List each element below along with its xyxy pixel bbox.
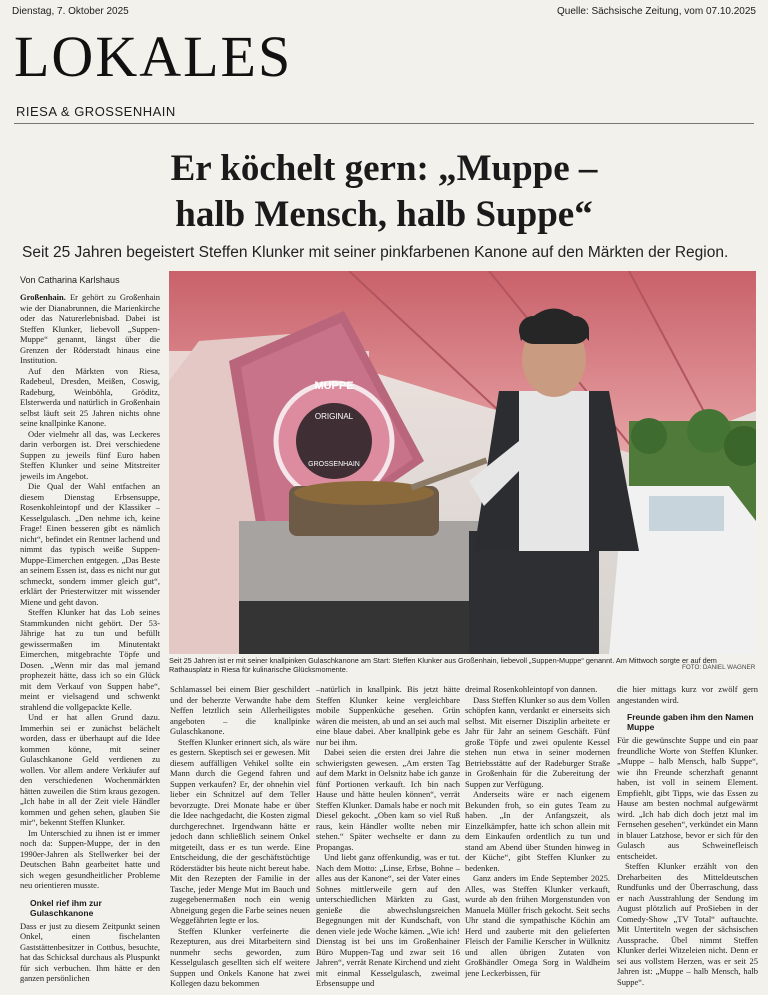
paragraph: Steffen Klunker hat das Lob seines Stammkunden nicht gehört. Der 53-Jährige hat zu tun und befüllt gewissermaßen im Minutentakt Eimerchen, mitgebrachte Töpfe und Dosen. „Wenn mir das mal jemand prophezeit hätte, dass ich so ein Glück mit dem Verkauf von Suppen habe“, meint er vielsagend und schwenkt strahlend die vollgepackte Kelle. — [20, 607, 160, 712]
source-note: Quelle: Sächsische Zeitung, vom 07.10.2025 — [556, 6, 756, 17]
paragraph: Steffen Klunker erinnert sich, als wäre es gestern. Skeptisch sei er gewesen. Mit diesem auffälligen Vehikel sollte ein Mann durch die Gegend fahren und Suppen verkaufen? Er, der ohnehin viel lieber ein Schnitzel auf dem Teller bevorzugte. Drei Monate habe er über die Idee nachgedacht, die Kosten zigmal durchgerechnet. Irgendwann hätte er jedoch dann schließlich seinem Onkel mitgeteilt, dass er es tun werde. Eine Entscheidung, die der geschäftstüchtige Röderstädter bis heute nicht bereut habe. Mit den Rezepten der Familie in der Tasche, jeder Menge Mut im Bauch und zugegebenermaßen noch ein wenig Abneigung gegen die Farbe seines neuen Weggefährten legte er los. — [170, 736, 310, 925]
paragraph: Anderseits wäre er nach eigenem Bekunden froh, so ein gutes Team zu haben. „In der Anfangszeit, als Einzelkämpfer, hatte ich schon allein mit dem Einkaufen ordentlich zu tun und stand am Abend über Stunden hinweg in der Küche“, gibt Steffen Klunker zu bedenken. — [465, 789, 610, 873]
paragraph: Dass Steffen Klunker so aus dem Vollen schöpfen kann, verdankt er einerseits sich selbst. Mit eiserner Disziplin arbeitete er Jahr für Jahr an seinem Geschäft. Fünf große Töpfe und zwei opulente Kessel stehen nun etwa in seiner modernen Betriebsstätte auf der Radeburger Straße in Großenhain für die Zubereitung der Suppen zur Verfügung. — [465, 694, 610, 789]
region-title: RIESA & GROSSENHAIN — [16, 104, 176, 119]
paragraph: Dass er just zu diesem Zeitpunkt seinen Onkel, einen fischelanten Gaststättenbesitzer in Cottbus, besuchte, hat das Schicksal durchaus als Pluspunkt für sich verbuchen. Ihm hätte er den ganzen persönlichen — [20, 920, 160, 983]
photo-illustration — [169, 271, 756, 654]
subheadline: Seit 25 Jahren begeistert Steffen Klunker mit seiner pinkfarbenen Kanone auf den Märkten der Region. — [22, 244, 729, 261]
section-title: LOKALES — [14, 24, 293, 89]
dateline: Großenhain. — [20, 292, 66, 302]
paragraph: die hier mittags kurz vor zwölf gern angestanden wird. — [617, 684, 758, 705]
header-divider — [14, 123, 754, 124]
column-1 — [20, 292, 160, 992]
top-line — [12, 6, 756, 20]
paragraph: Oder vielmehr all das, was Leckeres darin verborgen ist. Drei verschiedene Suppen zu jeweils fünf Euro haben Steffen Klunker und seine Mitstreiter jeweils im Angebot. — [20, 428, 160, 481]
logo-text-city: GROSSENHAIN — [308, 461, 360, 468]
subheading: Freunde gaben ihm den Namen Muppe — [627, 712, 754, 732]
column-5 — [617, 684, 758, 992]
logo-text-mid: ORIGINAL — [314, 412, 354, 421]
subheading: Onkel rief ihm zur Gulaschkanone — [30, 897, 102, 918]
column-4 — [465, 684, 610, 992]
paragraph: Steffen Klunker erzählt von den Dreharbeiten des Mitteldeutschen Rundfunks und der Überraschung, dass er nach Ausstrahlung der Sendung im August plötzlich auf ProSieben in der Comedy-Show „TV Total“ auftauchte. Mit Untertiteln wegen der sächsischen Aussprache. Übel nimmt Steffen Klunker derlei Witzeleien nicht. Denn er sei aus vollstem Herzen, was er seit 25 Jahren ist: „Muppe – halb Mensch, halb Suppe“. — [617, 861, 758, 987]
paragraph: Und liebt ganz offenkundig, was er tut. Nach dem Motto: „Linse, Erbse, Bohne – alles aus der Kanone“, sei der Vater eines Sohnes mittlerweile gern auf den unterschiedlichen Märkten zu Gast, genieße die abwechslungsreichen Begegnungen mit der Kundschaft, von denen viele jede Woche kämen. „Wie ich! Dienstag ist bei uns im Großenhainer Büro Muppen-Tag und zwar seit 16 Jahren“, verrät Renate Kirchend und zieht mit einmal Kesselgulasch, zweimal Erbsensuppe und — [316, 852, 460, 988]
paragraph-text: Er gehört zu Großenhain wie der Dianabrunnen, die Marienkirche oder das Naturerlebnisbad. Dabei ist Steffen Klunker, liebevoll „Suppen-Muppe“ genannt, längst über die Grenzen der Röderstadt hinaus eine Institution. — [20, 292, 160, 365]
photo-credit: FOTO: DANIEL WAGNER — [682, 664, 756, 671]
paragraph: Dabei seien die ersten drei Jahre die schwierigsten gewesen. „Am ersten Tag auf dem Markt in Oelsnitz habe ich ganze fünf Portionen verkauft. Ich bin nach Hause und hätte heulen können“, verrät Steffen Klunker. Damals habe er noch mit Diesel gekocht. „Oben kam so viel Ruß raus, kein Händler wollte neben mir stehen.“ Später wechselte er dann zu Propangas. — [316, 747, 460, 852]
photo-caption: Seit 25 Jahren ist er mit seiner knallpinken Gulaschkanone am Start: Steffen Klunker aus Großenhain, liebevoll „Suppen-Muppe“ genannt. Am Mittwoch sorgte er auf dem Rathausplatz in Riesa für kulinarische Glücksmomente. — [169, 656, 717, 674]
paragraph: Für die gewünschte Suppe und ein paar freundliche Worte von Steffen Klunker. „Muppe – halb Mensch, halb Suppe“, wie ihn Freunde scherzhaft genannt haben, ist voll in seinem Element. Empfiehlt, gibt Tipps, wie das Essen zu Hause am besten nochmal aufgewärmt wird. „Ich hab dich doch jetzt mal im Fernsehen gesehen“, verkündet ein Mann in blauer Latzhose, bevor er sich für den Gulasch aus Schweinefleisch entscheidet. — [617, 735, 758, 861]
paragraph: Schlamassel bei einem Bier geschildert und der beherzte Verwandte habe dem Neffen letztlich sein Allerheiligstes angeboten – die knallpinke Gulaschkanone. — [170, 684, 310, 736]
paragraph: Steffen Klunker verfeinerte die Rezepturen, aus drei Mitarbeitern sind nunmehr sechs geworden, zum Kesselgulasch gesellten sich elf weitere Suppen und Onkels Kanone hat zwei Kollegen dazu bekommen — [170, 925, 310, 988]
paragraph: –natürlich in knallpink. Bis jetzt hätte Steffen Klunker keine vergleichbare mobile Suppenküche gesehen. Grün wären die meisten, ab und an sei auch mal eine blaue dabei. Aber knallpink gebe es nur bei ihm. — [316, 684, 460, 747]
paragraph: dreimal Rosenkohleintopf von dannen. — [465, 684, 598, 694]
headline-line-2: halb Mensch, halb Suppe“ — [175, 194, 593, 235]
paragraph — [20, 292, 160, 366]
logo-text-top: MUPPE — [314, 380, 354, 392]
paragraph: Ganz anders im Ende September 2025. Alles, was Steffen Klunker verkauft, wurde ab den frühen Morgenstunden von Manuela Müller frisch gekocht. Seit sechs Uhr stand die sympathische Köchin am Herd und zauberte mit den gelieferten Fleisch der Familie Kerscher in Wülknitz und allen übrigen Zutaten von Großhändler Omega Sorg in Waldheim jene Leckerbissen, für — [465, 873, 610, 978]
paragraph: Auf den Märkten von Riesa, Radebeul, Dresden, Meißen, Coswig, Radeburg, Weinböhla, Gröditz, Elsterwerda und natürlich in Großenhain selbst läuft seit 25 Jahren nichts ohne seine knallpinke Kanone. — [20, 365, 160, 428]
paragraph: Und er hat allen Grund dazu. Immerhin sei er zunächst belächelt worden, dass er überhaupt auf die Idee kommen könne, mit seiner Gulaschkanone Geld verdienen zu wollen. Vor allem andere Verkäufer auf den verschiedenen Wochenmärkten hätten zuweilen die Stirn kraus gezogen. „Ich habe in all der Zeit viele Händler kommen und gehen sehen, glauben Sie mir“, bekennt Steffen Klunker. — [20, 712, 160, 827]
headline-line-1: Er köchelt gern: „Muppe – — [170, 148, 598, 189]
article-photo — [169, 271, 756, 654]
column-2 — [170, 684, 310, 992]
publication-date: Dienstag, 7. Oktober 2025 — [12, 6, 129, 17]
byline: Von Catharina Karlshaus — [20, 275, 120, 285]
paragraph: Die Qual der Wahl entfachen an diesem Dienstag Erbsensuppe, Rosenkohleintopf und der Klassiker – Kesselgulasch. „Den nehme ich, keine Frage! Einen besseren gibt es nämlich nicht“, befindet ein Rentner lachend und nimmt das typisch weiße Suppen-Muppe-Eimerchen entgegen. „Das Beste an seinem Essen ist, dass es nicht nur gut schmeckt, sondern immer gleich gut“, erklärt der Priesterwitzer mit wissender Miene und geht davon. — [20, 481, 160, 607]
column-3 — [316, 684, 460, 992]
headline — [0, 146, 768, 238]
paragraph: Im Unterschied zu ihnen ist er immer noch da: Suppen-Muppe, der in den 1990er-Jahren als Stellwerker bei der Deutschen Bahn gearbeitet hatte und sich wegen gesundheitlicher Probleme neu orientieren musste. — [20, 827, 160, 890]
